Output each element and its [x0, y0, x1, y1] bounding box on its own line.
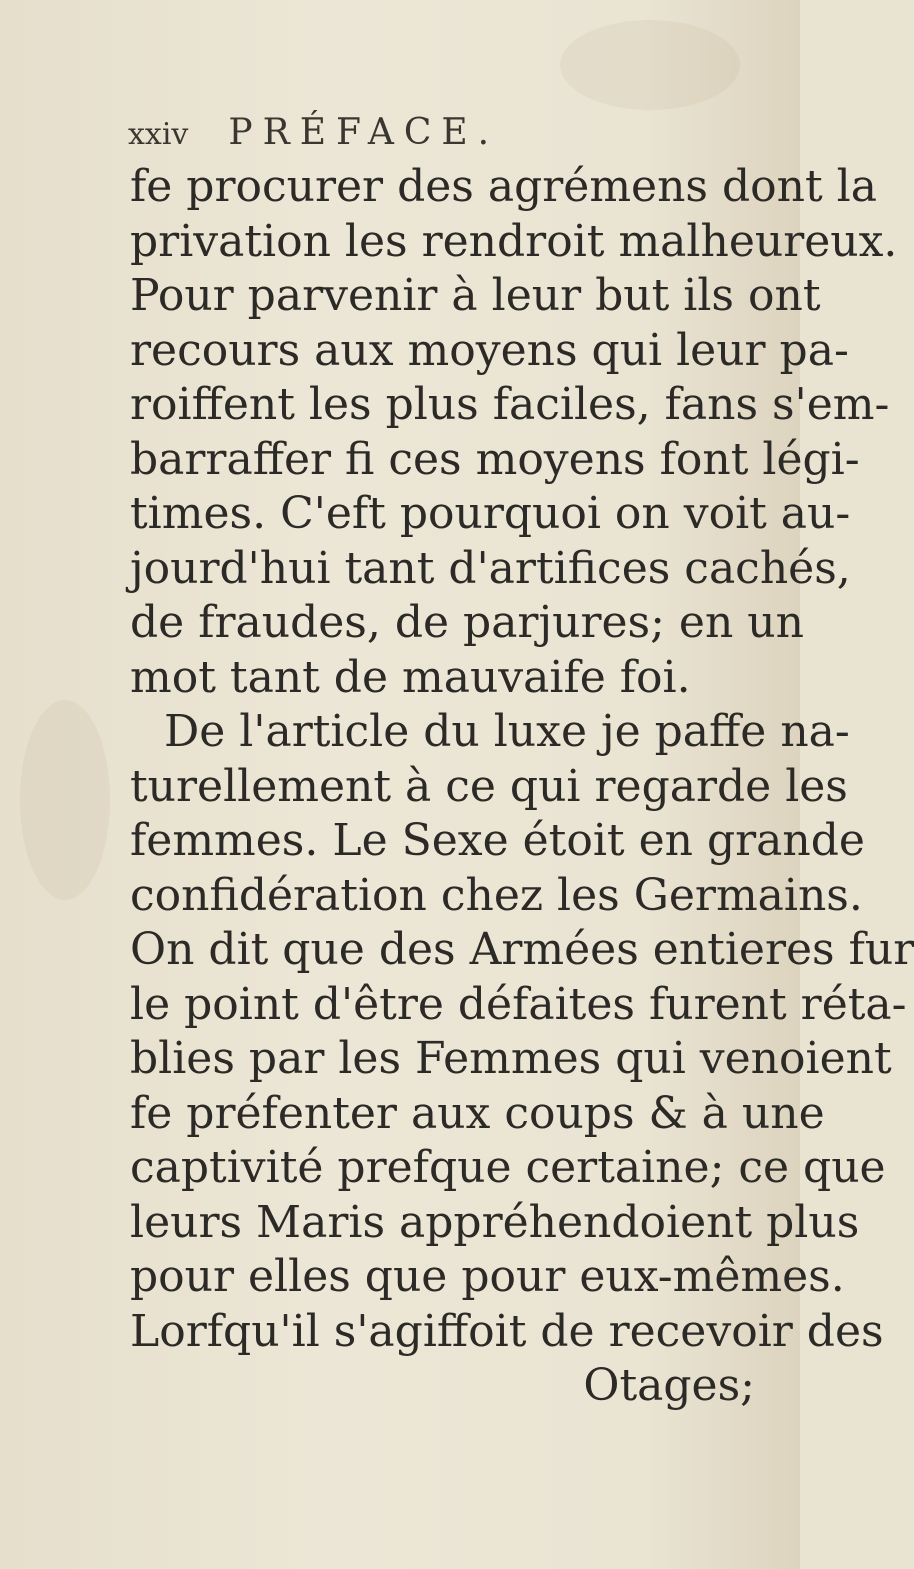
text-line: captivité prefque certaine; ce que: [130, 1142, 886, 1193]
text-line: blies par les Femmes qui venoient: [130, 1033, 892, 1084]
text-line: leurs Maris appréhendoient plus: [130, 1196, 860, 1248]
paper-stain: [560, 20, 740, 110]
text-line: roiffent les plus faciles, fans s'em-: [130, 379, 890, 430]
catchword: Otages;: [583, 1360, 755, 1411]
text-line: recours aux moyens qui leur pa-: [130, 324, 849, 376]
text-line: de fraudes, de parjures; en un: [130, 597, 804, 648]
text-line: femmes. Le Sexe étoit en grande: [130, 815, 865, 866]
text-line: Lorfqu'il s'agiffoit de recevoir des: [130, 1305, 884, 1357]
text-line: times. C'eft pourquoi on voit au-: [130, 488, 851, 539]
page-number: xxiv: [128, 117, 189, 152]
text-line: pour elles que pour eux-mêmes.: [130, 1251, 845, 1302]
text-line: fe préfenter aux coups & à une: [130, 1087, 825, 1139]
text-line: mot tant de mauvaife foi.: [130, 651, 691, 703]
text-line: jourd'hui tant d'artifices cachés,: [130, 542, 851, 594]
text-line: Pour parvenir à leur but ils ont: [130, 270, 821, 321]
page-header: [128, 112, 499, 162]
text-line: turellement à ce qui regarde les: [130, 760, 848, 812]
body-text: [130, 160, 914, 1414]
text-line: confidération chez les Germains.: [130, 869, 863, 921]
text-line: privation les rendroit malheureux.: [130, 215, 898, 267]
running-title: PRÉFACE.: [228, 112, 500, 153]
paper-stain: [20, 700, 110, 900]
text-line: On dit que des Armées entieres fur: [130, 924, 914, 975]
text-line: fe procurer des agrémens dont la: [130, 161, 877, 212]
text-line: barraffer fi ces moyens font légi-: [130, 433, 860, 485]
text-line: De l'article du luxe je paffe na-: [164, 706, 850, 757]
text-line: le point d'être défaites furent réta-: [130, 978, 907, 1030]
